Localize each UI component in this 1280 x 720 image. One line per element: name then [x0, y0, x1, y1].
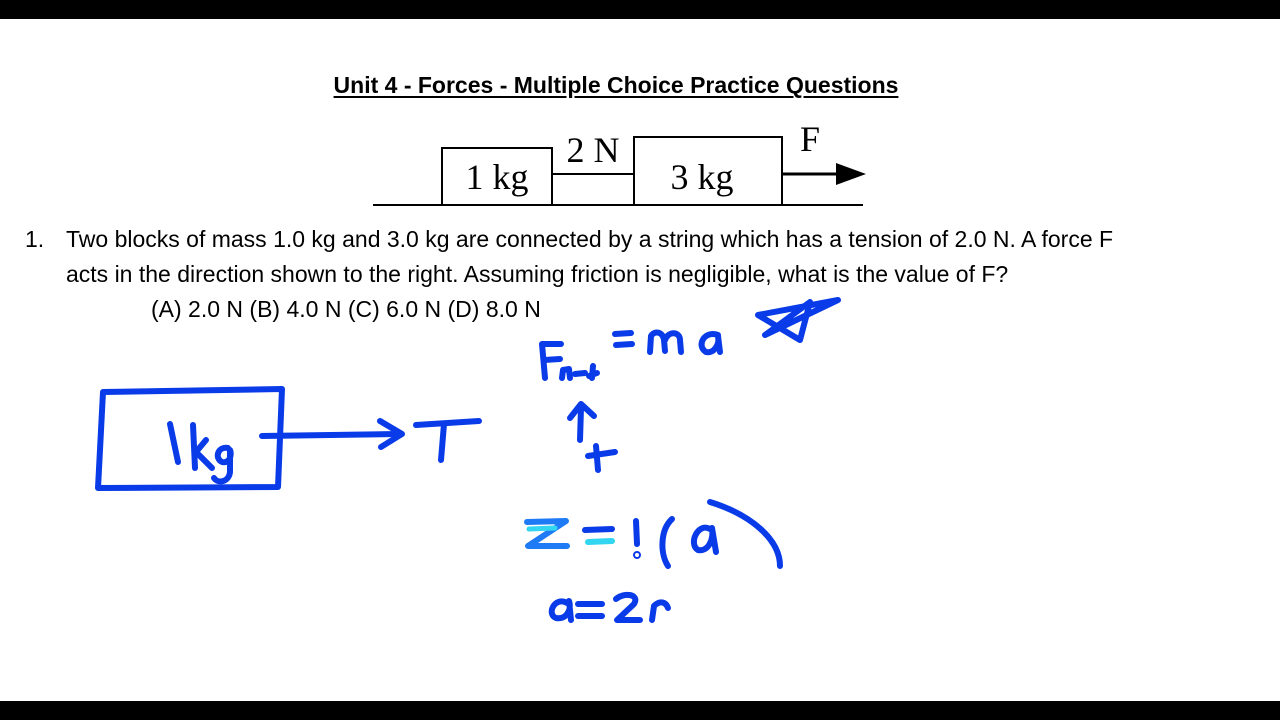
hand-written-fnet-equals-ma	[542, 333, 720, 378]
question-text-line-2: acts in the direction shown to the right. Assuming friction is negligible, what is the value of F?	[66, 261, 1009, 287]
hand-drawn-tension-arrow	[262, 434, 398, 436]
page-title: Unit 4 - Forces - Multiple Choice Practice Questions	[333, 72, 899, 98]
block-1kg-label: 1 kg	[465, 157, 529, 197]
question-number: 1.	[25, 226, 45, 252]
hand-drawn-up-arrow	[570, 404, 594, 440]
hand-written-T	[416, 421, 479, 460]
letterbox-bottom	[0, 701, 1280, 720]
tension-label: 2 N	[566, 130, 620, 170]
force-label: F	[799, 119, 821, 159]
question-text-line-1: Two blocks of mass 1.0 kg and 3.0 kg are connected by a string which has a tension of 2.0 N. A force F	[66, 226, 1114, 252]
hand-written-a-equals-2m	[552, 595, 668, 620]
block-3kg-label: 3 kg	[670, 157, 734, 197]
hand-written-t	[588, 446, 615, 470]
hand-written-1kg	[170, 424, 231, 481]
answer-choices: (A) 2.0 N (B) 4.0 N (C) 6.0 N (D) 8.0 N	[151, 296, 541, 322]
hand-drawn-star	[758, 300, 838, 340]
hand-written-2-equals-1a	[527, 502, 780, 566]
hand-drawn-block	[98, 389, 282, 488]
